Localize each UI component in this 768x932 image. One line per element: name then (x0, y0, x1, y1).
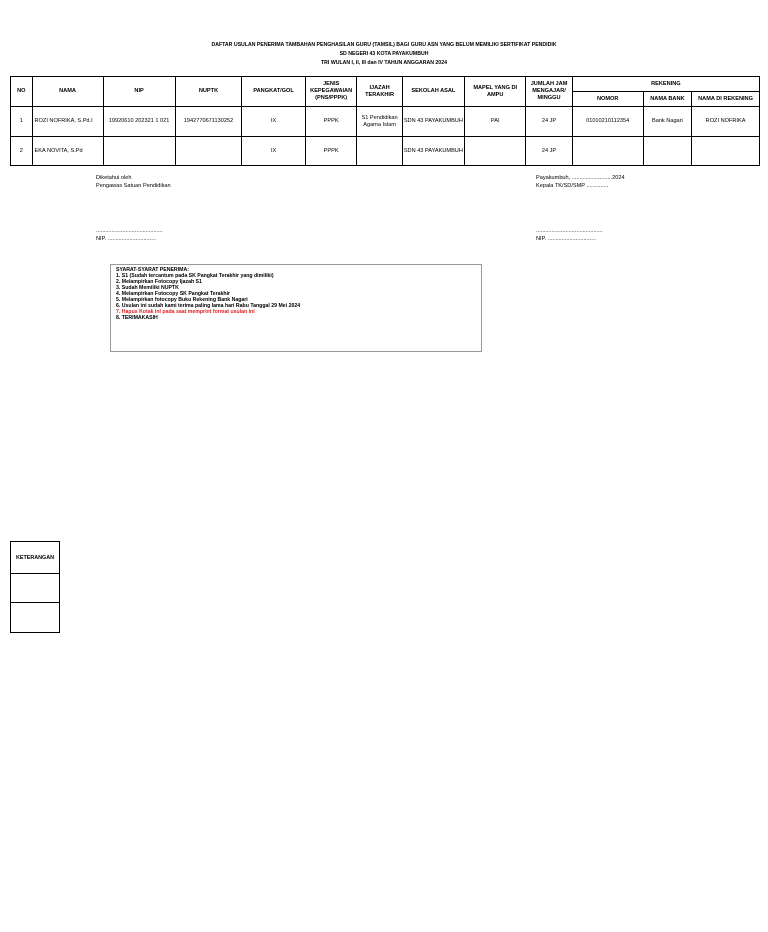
signature-left-line1: Diketahui oleh (96, 175, 132, 181)
keterangan-table (10, 541, 60, 633)
cell-pangkat: IX (242, 107, 305, 137)
cell-nomor: 01010210112354 (572, 107, 643, 137)
requirement-item: 1. S1 (Sudah tercantum pada SK Pangkat Terakhir yang dimiliki) (116, 273, 274, 279)
requirements-box (110, 264, 482, 352)
keterangan-label: KETERANGAN (11, 542, 60, 574)
signature-left-dots: ........................................... (96, 228, 163, 234)
header-jumlah-jam: JUMLAH JAM MENGAJAR/ MINGGU (526, 77, 572, 107)
header-nama-bank: NAMA BANK (643, 92, 691, 107)
signature-right-nip: NIP. ............................... (536, 235, 596, 242)
header-jenis-kepegawaian: JENIS KEPEGAWAIAN (PNS/PPPK) (305, 77, 357, 107)
signature-right-line2: Kepala TK/SD/SMP .............. (536, 182, 609, 189)
cell-ijazah: S1 Pendidikan Agama Islam (357, 107, 402, 137)
header-sekolah-asal: SEKOLAH ASAL (402, 77, 464, 107)
keterangan-cell (11, 603, 60, 633)
cell-ijazah (357, 137, 402, 166)
signature-right-name-block (536, 228, 603, 243)
cell-nama: EKA NOVITA, S.Pd (32, 137, 103, 166)
requirement-item: 6. Usulan ini sudah kami terima paling lama hari Rabu Tanggal 29 Mei 2024 (116, 303, 301, 309)
keterangan-cell (11, 574, 60, 603)
cell-sekolah: SDN 43 PAYAKUMBUH (402, 137, 464, 166)
header-nomor: NOMOR (572, 92, 643, 107)
header-rekening: REKENING (572, 77, 759, 92)
header-nama-rekening: NAMA DI REKENING (692, 92, 760, 107)
header-nuptk: NUPTK (175, 77, 242, 107)
header-mapel: MAPEL YANG DI AMPU (465, 77, 526, 107)
header-ijazah: IJAZAH TERAKHIR (357, 77, 402, 107)
cell-pangkat: IX (242, 137, 305, 166)
title-line-3: TRI WULAN I, II, III dan IV TAHUN ANGGARAN 2024 (321, 60, 447, 66)
table-header-row (11, 77, 760, 92)
header-no: NO (11, 77, 33, 107)
requirement-item: 3. Sudah Memiliki NUPTK (116, 285, 179, 291)
title-line-1: DAFTAR USULAN PENERIMA TAMBAHAN PENGHASILAN GURU (TAMSIL) BAGI GURU ASN YANG BELUM MEMILIKI SERTIFIKAT PENDIDIK (211, 42, 557, 48)
signature-block-right (536, 175, 625, 190)
requirement-item: 4. Melampirkan Fotocopy SK Pangkat Terakhir (116, 291, 231, 297)
table-row (11, 107, 760, 137)
signature-block-left (96, 175, 171, 190)
cell-mapel: PAI (465, 107, 526, 137)
cell-sekolah: SDN 43 PAYAKUMBUH (402, 107, 464, 137)
cell-jenis: PPPK (305, 137, 357, 166)
requirement-item-highlight: 7. Hapus Kotak ini pada saat memprint format usulan ini (116, 309, 255, 315)
cell-jenis: PPPK (305, 107, 357, 137)
cell-jam: 24 JP (526, 107, 572, 137)
signature-left-line2: Pengawas Satuan Pendidikan (96, 182, 171, 189)
cell-nuptk (175, 137, 242, 166)
title-line-2: SD NEGERI 43 KOTA PAYAKUMBUH (339, 51, 429, 57)
cell-no: 2 (11, 137, 33, 166)
cell-nip: 19920610 202321 1 021 (103, 107, 175, 137)
cell-jam: 24 JP (526, 137, 572, 166)
signature-right-line1: Payakumbuh, ..........................2024 (536, 175, 625, 181)
header-nama: NAMA (32, 77, 103, 107)
requirement-item: 5. Melampirkan fotocopy Buku Rekening Bank Nagari (116, 297, 248, 303)
table-row (11, 137, 760, 166)
header-nip: NIP (103, 77, 175, 107)
requirement-item: 8. TERIMAKASIH (116, 315, 158, 321)
cell-nama-rekening: ROZI NOFRIKA (692, 107, 760, 137)
signature-left-name-block (96, 228, 163, 243)
signature-left-nip: NIP. ............................... (96, 235, 156, 242)
cell-bank: Bank Nagari (643, 107, 691, 137)
cell-nip (103, 137, 175, 166)
header-pangkat: PANGKAT/GOL (242, 77, 305, 107)
cell-nama: ROZI NOFRIKA, S.Pd.I (32, 107, 103, 137)
recipient-table (10, 76, 760, 166)
cell-no: 1 (11, 107, 33, 137)
requirements-title: SYARAT-SYARAT PENERIMA: (116, 267, 189, 273)
cell-mapel (465, 137, 526, 166)
document-title-block (0, 41, 768, 68)
requirement-item: 2. Melampirkan Fotocopy Ijazah S1 (116, 279, 202, 285)
signature-right-dots: ........................................... (536, 228, 603, 234)
cell-bank (643, 137, 691, 166)
cell-nomor (572, 137, 643, 166)
cell-nuptk: 1942770671130252 (175, 107, 242, 137)
cell-nama-rekening (692, 137, 760, 166)
